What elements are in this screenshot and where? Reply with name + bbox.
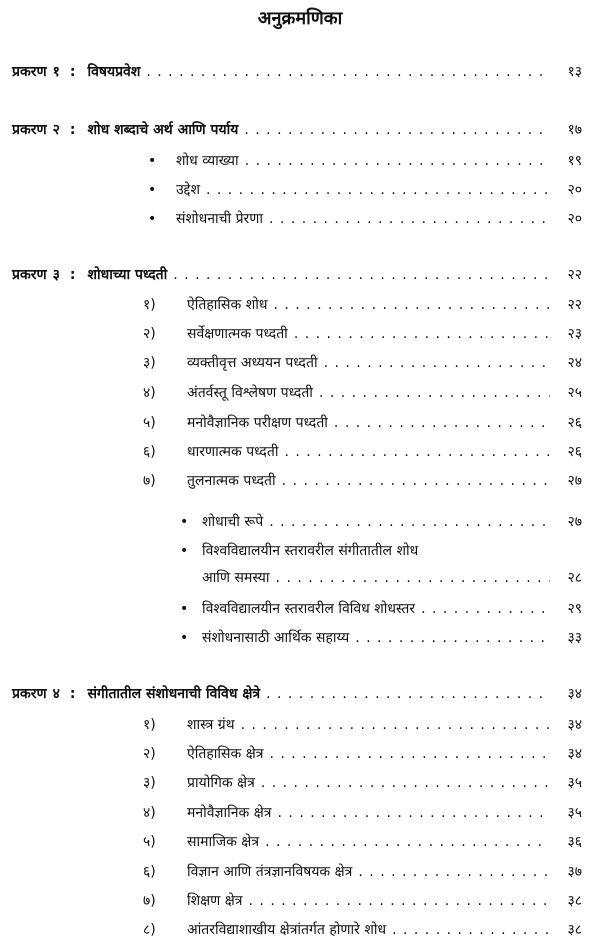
- item-number: २): [143, 746, 156, 762]
- toc-numbered-item[interactable]: [143, 803, 582, 822]
- page-number: २९: [567, 601, 582, 617]
- leader-dots: [266, 686, 550, 702]
- page-number: २५: [567, 385, 582, 401]
- toc-chapter-4[interactable]: [12, 684, 582, 703]
- toc-numbered-item[interactable]: [143, 920, 582, 939]
- item-number: ७): [143, 893, 156, 909]
- leader-dots: [324, 355, 550, 371]
- page-number: २४: [567, 355, 582, 371]
- item-text: उद्देश: [176, 182, 200, 198]
- toc-bullet-item[interactable]: [180, 628, 582, 647]
- page-number: २०: [567, 211, 582, 227]
- page-number: १७: [567, 122, 582, 138]
- item-text: शिक्षण क्षेत्र: [187, 893, 243, 909]
- chapter-title: शोध शब्दाचे अर्थ आणि पर्याय: [87, 122, 239, 138]
- toc-numbered-item[interactable]: [143, 744, 582, 763]
- toc-chapter-3[interactable]: [12, 265, 582, 284]
- chapter-number: ३: [52, 267, 60, 283]
- leader-dots: [146, 64, 550, 80]
- leader-dots: [261, 775, 550, 791]
- bullet-icon: •: [148, 210, 157, 227]
- bullet-icon: •: [148, 181, 157, 198]
- toc-bullet-item[interactable]: [180, 599, 582, 618]
- item-text: अंतर्वस्तू विश्लेषण पध्दती: [187, 385, 313, 401]
- toc-bullet-item[interactable]: [180, 541, 582, 587]
- chapter-label: प्रकरण: [12, 686, 47, 702]
- item-number: १): [143, 717, 156, 733]
- page-number: २०: [567, 182, 582, 198]
- item-number: ४): [143, 805, 156, 821]
- item-text: विश्वविद्यालयीन स्तरावरील संगीतातील शोध: [202, 543, 419, 559]
- item-number: २): [143, 326, 156, 342]
- item-text: तुलनात्मक पध्दती: [187, 473, 276, 489]
- leader-dots: [249, 893, 550, 909]
- toc-chapter-1[interactable]: [12, 62, 582, 81]
- toc-numbered-item[interactable]: [143, 442, 582, 461]
- item-text: सर्वेक्षणात्मक पध्दती: [187, 326, 288, 342]
- page-number: २३: [567, 326, 582, 342]
- item-text: ऐतिहासिक क्षेत्र: [187, 746, 264, 762]
- item-number: ७): [143, 473, 156, 489]
- page-number: ३६: [567, 834, 582, 850]
- toc-numbered-item[interactable]: [143, 324, 582, 343]
- chapter-label: प्रकरण: [12, 64, 47, 80]
- chapter-label: प्रकरण: [12, 267, 47, 283]
- item-text: मनोवैज्ञानिक परीक्षण पध्दती: [187, 415, 328, 431]
- page-number: १९: [567, 153, 582, 169]
- chapter-title: विषयप्रवेश: [87, 64, 141, 80]
- leader-dots: [269, 514, 550, 530]
- toc-bullet-item[interactable]: [180, 512, 582, 531]
- leader-dots: [282, 473, 550, 489]
- leader-dots: [244, 122, 550, 138]
- chapter-number: २: [52, 122, 60, 138]
- page-number: ३४: [567, 686, 582, 702]
- chapter-number: ४: [52, 686, 60, 702]
- leader-dots: [241, 717, 550, 733]
- toc-chapter-2[interactable]: [12, 120, 582, 139]
- bullet-icon: •: [180, 629, 189, 646]
- item-text: धारणात्मक पध्दती: [187, 444, 279, 460]
- item-text: शोधाची रूपे: [202, 514, 264, 530]
- leader-dots: [269, 746, 550, 762]
- chapter-colon: :: [69, 685, 76, 702]
- item-text: विश्वविद्यालयीन स्तरावरील विविध शोधस्तर: [202, 601, 416, 617]
- item-text: ऐतिहासिक शोध: [187, 297, 268, 313]
- toc-bullet-item[interactable]: [148, 151, 582, 170]
- toc-bullet-item[interactable]: [148, 180, 582, 199]
- page-number: २६: [567, 444, 582, 460]
- item-text: मनोवैज्ञानिक क्षेत्र: [187, 805, 272, 821]
- item-text: संशोधनासाठी आर्थिक सहाय्य: [202, 630, 350, 646]
- toc-numbered-item[interactable]: [143, 295, 582, 314]
- toc-numbered-item[interactable]: [143, 715, 582, 734]
- item-text: शास्त्र ग्रंथ: [187, 717, 235, 733]
- leader-dots: [173, 267, 550, 283]
- leader-dots: [245, 153, 550, 169]
- page-number: ३५: [567, 805, 582, 821]
- page-number: २२: [567, 297, 582, 313]
- item-number: ३): [143, 355, 156, 371]
- item-number: १): [143, 297, 156, 313]
- bullet-icon: •: [180, 600, 189, 617]
- item-text-continued: आणि समस्या: [202, 570, 270, 586]
- item-text: प्रायोगिक क्षेत्र: [187, 775, 255, 791]
- item-number: ६): [143, 444, 156, 460]
- leader-dots: [269, 211, 550, 227]
- leader-dots: [358, 864, 550, 880]
- leader-dots: [294, 326, 550, 342]
- item-number: ३): [143, 775, 156, 791]
- chapter-colon: :: [69, 121, 76, 138]
- bullet-icon: •: [148, 152, 157, 169]
- item-text: शोध व्याख्या: [176, 153, 239, 169]
- item-text: संशोधनाची प्रेरणा: [176, 211, 264, 227]
- leader-dots: [421, 601, 550, 617]
- page-number: ३४: [567, 717, 582, 733]
- item-text: आंतरविद्याशाखीय क्षेत्रांतर्गत होणारे शोध: [187, 922, 387, 938]
- item-number: ८): [143, 922, 156, 938]
- page-number: २६: [567, 415, 582, 431]
- page-number: २७: [567, 473, 582, 489]
- page-title: अनुक्रमणिका: [257, 8, 343, 29]
- leader-dots: [206, 182, 550, 198]
- page-number: ३८: [567, 922, 582, 938]
- chapter-colon: :: [69, 266, 76, 283]
- toc-numbered-item[interactable]: [143, 862, 582, 881]
- page-number: ३७: [567, 864, 582, 880]
- bullet-icon: •: [180, 542, 189, 559]
- chapter-label: प्रकरण: [12, 122, 47, 138]
- leader-dots: [284, 444, 550, 460]
- leader-dots: [334, 415, 550, 431]
- page-number: ३५: [567, 775, 582, 791]
- page-number: ३४: [567, 746, 582, 762]
- page-number: २८: [567, 570, 582, 586]
- toc-numbered-item[interactable]: [143, 832, 582, 851]
- leader-dots: [355, 630, 550, 646]
- bullet-icon: •: [180, 513, 189, 530]
- toc-numbered-item[interactable]: [143, 413, 582, 432]
- item-number: ६): [143, 864, 156, 880]
- chapter-colon: :: [69, 63, 76, 80]
- page-number: ३३: [567, 630, 582, 646]
- leader-dots: [276, 570, 550, 586]
- leader-dots: [265, 834, 550, 850]
- toc-numbered-item[interactable]: [143, 891, 582, 910]
- chapter-number: १: [52, 64, 60, 80]
- item-text: सामाजिक क्षेत्र: [187, 834, 260, 850]
- toc-bullet-item[interactable]: [148, 209, 582, 228]
- item-number: ५): [143, 415, 156, 431]
- toc-numbered-item[interactable]: [143, 353, 582, 372]
- item-number: ४): [143, 385, 156, 401]
- toc-numbered-item[interactable]: [143, 383, 582, 402]
- toc-numbered-item[interactable]: [143, 471, 582, 490]
- page-number: २२: [567, 267, 582, 283]
- leader-dots: [392, 922, 550, 938]
- page-number: २७: [567, 514, 582, 530]
- toc-numbered-item[interactable]: [143, 773, 582, 792]
- page-number: ३८: [567, 893, 582, 909]
- page-number: १३: [567, 64, 582, 80]
- item-text: विज्ञान आणि तंत्रज्ञानविषयक क्षेत्र: [187, 864, 353, 880]
- item-number: ५): [143, 834, 156, 850]
- item-text: व्यक्तीवृत्त अध्ययन पध्दती: [187, 355, 318, 371]
- chapter-title: संगीतातील संशोधनाची विविध क्षेत्रे: [87, 686, 261, 702]
- leader-dots: [278, 805, 550, 821]
- leader-dots: [319, 385, 550, 401]
- chapter-title: शोधाच्या पध्दती: [87, 267, 168, 283]
- leader-dots: [273, 297, 550, 313]
